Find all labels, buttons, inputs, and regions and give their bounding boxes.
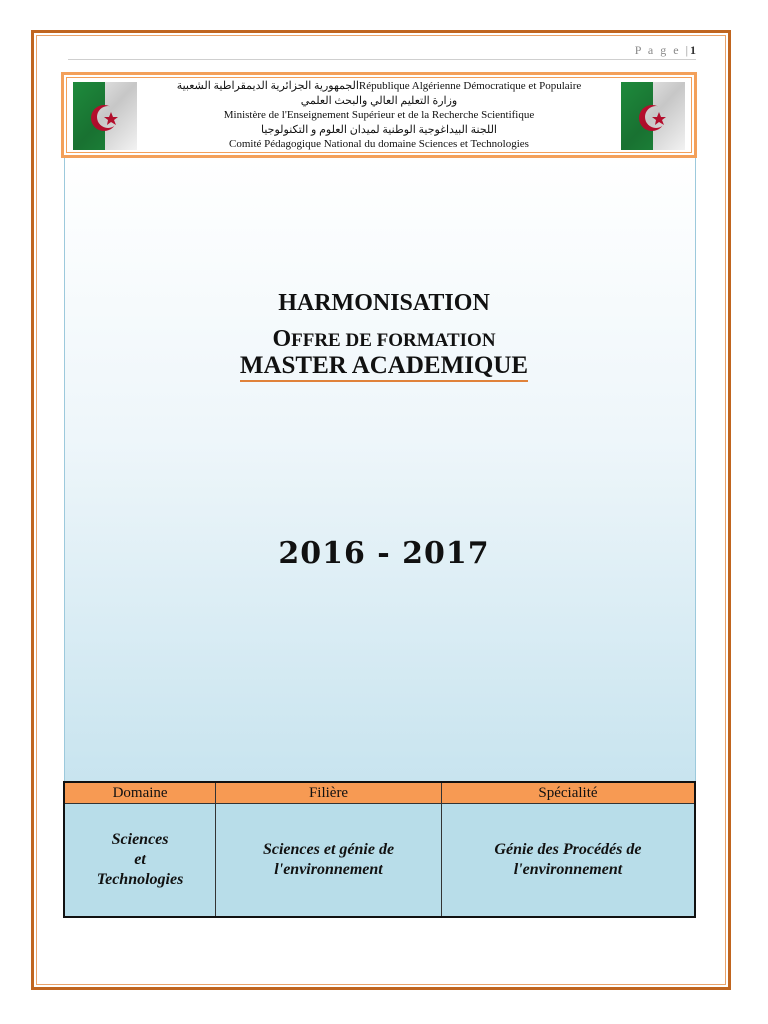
header-line-committee-ar: اللجنة البيداغوجية الوطنية لميدان العلوم و التكنولوجيا xyxy=(261,123,497,136)
page-header-rule xyxy=(68,59,696,60)
header-line-ministry-ar: وزارة التعليم العالي والبحث العلمي xyxy=(300,94,458,107)
title-harmonisation: HARMONISATION xyxy=(278,290,490,316)
header-domaine: Domaine xyxy=(64,782,216,804)
header-line-ministry-fr: Ministère de l'Enseignement Supérieur et de la Recherche Scientifique xyxy=(223,109,535,121)
specialty-table xyxy=(63,781,696,918)
academic-years: 2016 - 2017 xyxy=(278,536,490,571)
header-line-republic: الجمهورية الجزائرية الديمقراطية الشعبيةRépublique Algérienne Démocratique et Populaire xyxy=(176,80,582,92)
table-header-row xyxy=(64,782,695,804)
cover-panel xyxy=(64,158,696,782)
algerian-flag-icon xyxy=(73,82,137,150)
page-number: P a g e |1 xyxy=(634,43,696,57)
table-row xyxy=(64,804,695,918)
header-text xyxy=(144,79,614,152)
institution-header xyxy=(61,72,697,158)
title-offre-de-formation: OFFRE DE FORMATION xyxy=(272,326,496,352)
header-filiere: Filière xyxy=(216,782,442,804)
header-line-committee-fr: Comité Pédagogique National du domaine Sciences et Technologies xyxy=(229,138,529,150)
title-master-academique: MASTER ACADEMIQUE xyxy=(0,352,768,380)
header-specialite: Spécialité xyxy=(441,782,695,804)
cell-filiere: Sciences et génie de l'environnement xyxy=(216,804,442,918)
cell-domaine: Sciences et Technologies xyxy=(64,804,216,918)
algerian-flag-icon xyxy=(621,82,685,150)
cell-specialite: Génie des Procédés de l'environnement xyxy=(441,804,695,918)
